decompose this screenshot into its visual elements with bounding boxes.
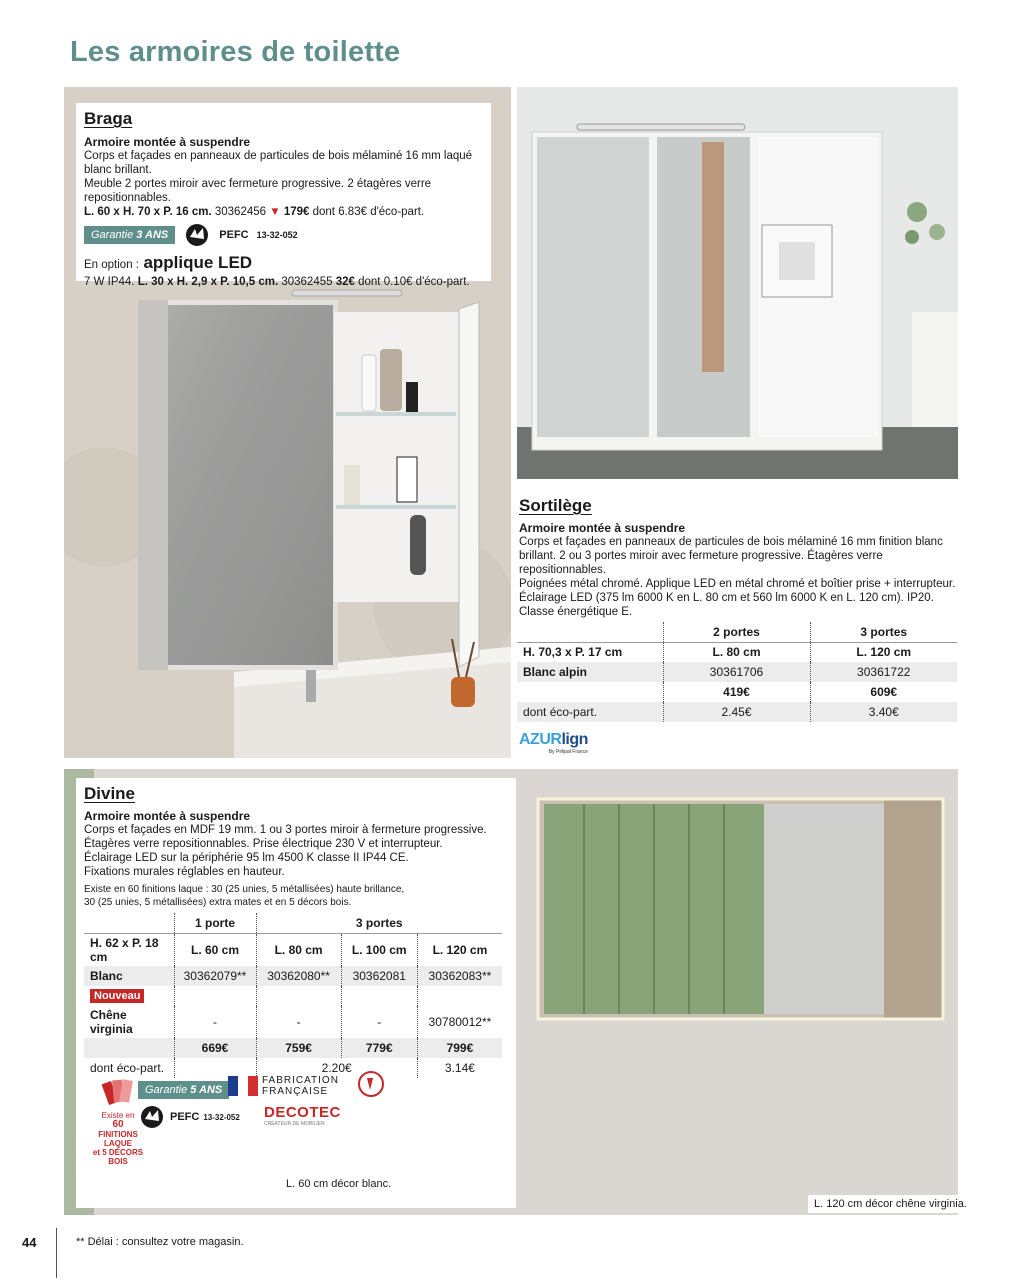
sortilege-desc-2: brillant. 2 ou 3 portes miroir avec fermeture progressive. Étagères verre repositionnables. [519, 550, 883, 576]
table-row [84, 1006, 502, 1038]
table-row [84, 913, 502, 933]
divine-finishes-1: Existe en 60 finitions laque : 30 (25 unies, 5 métallisées) haute brillance, [84, 884, 405, 895]
braga-option-eco-label: dont [358, 276, 381, 288]
sortilege-col1-price: 419€ [663, 682, 810, 702]
francaise-text: FRANÇAISE [262, 1086, 329, 1097]
braga-garantie-badge [84, 226, 175, 244]
decotec-logo [264, 1104, 341, 1127]
braga-desc-2: Meuble 2 portes miroir avec fermeture progressive. 2 étagères verre repositionnables. [84, 178, 432, 204]
sortilege-col2-width: L. 120 cm [810, 642, 957, 662]
sortilege-dims: H. 70,3 x P. 17 cm [517, 642, 663, 662]
page-title: Les armoires de toilette [70, 36, 401, 68]
braga-option-ref: 30362455 [281, 276, 333, 288]
divine-width-60: L. 60 cm [174, 933, 256, 966]
braga-pefc-code: 13-32-052 [256, 230, 298, 240]
finitions-line-2: 60 [112, 1119, 124, 1130]
divine-chene-ref-60: - [174, 1006, 256, 1038]
sortilege-photo [517, 87, 958, 479]
caption-small: L. 60 cm décor blanc. [286, 1178, 392, 1190]
table-row [517, 662, 957, 682]
footer-divider [56, 1228, 57, 1278]
divine-head-1porte: 1 porte [174, 913, 256, 933]
divine-chene-ref-80: - [256, 1006, 341, 1038]
divine-head-3portes: 3 portes [256, 913, 502, 933]
table-row [84, 966, 502, 986]
sortilege-col1-width: L. 80 cm [663, 642, 810, 662]
table-row [84, 933, 502, 966]
braga-desc-1: Corps et façades en panneaux de particules de bois mélaminé 16 mm laqué blanc brillant. [84, 150, 473, 176]
table-row [517, 682, 957, 702]
sortilege-col1-eco: 2.45€ [663, 702, 810, 722]
divine-chene-ref-120: 30780012** [417, 1006, 502, 1038]
braga-eco: 6.83€ d'éco-part. [338, 206, 425, 218]
sortilege-desc-5: Classe énergétique E. [519, 606, 633, 618]
divine-desc-1: Corps et façades en MDF 19 mm. 1 ou 3 portes miroir à fermeture progressive. [84, 824, 487, 836]
braga-option-row [84, 253, 483, 273]
fabrication-text: FABRICATION [262, 1075, 339, 1086]
table-row [517, 622, 957, 642]
divine-garantie-badge-wrap [138, 1080, 229, 1099]
sortilege-desc-4: Éclairage LED (375 lm 6000 K en L. 80 cm et 560 lm 6000 K en L. 120 cm). IP20. [519, 592, 934, 604]
divine-eco-mid: 2.20€ [256, 1058, 417, 1078]
footnote: ** Délai : consultez votre magasin. [76, 1236, 244, 1248]
garantie-prefix: Garantie [145, 1084, 188, 1096]
table-row [517, 642, 957, 662]
divine-price-80: 759€ [256, 1038, 341, 1058]
garantie-prefix: Garantie [91, 229, 134, 241]
divine-pefc-code: 13-32-052 [203, 1112, 240, 1122]
divine-finishes-2: 30 (25 unies, 5 métallisées) extra mates et en 5 décors bois. [84, 897, 352, 908]
finitions-line-5: et 5 DÉCORS [92, 1148, 144, 1157]
braga-name: Braga [84, 109, 133, 128]
ep-label-icon [358, 1070, 384, 1100]
color-swatch-icon [101, 1078, 135, 1106]
braga-eco-label: dont [312, 206, 336, 218]
divine-dims: H. 62 x P. 18 cm [84, 933, 174, 966]
price-down-icon: ▼ [269, 206, 281, 218]
table-row [517, 702, 957, 722]
sortilege-subtitle: Armoire montée à suspendre [519, 521, 686, 535]
divine-chene-label: Chêne virginia [90, 1007, 133, 1036]
sortilege-col2-price: 609€ [810, 682, 957, 702]
finitions-line-3: FINITIONS [98, 1130, 138, 1139]
braga-price: 179€ [283, 206, 310, 218]
braga-option-line [84, 275, 483, 289]
sortilege-col1-head: 2 portes [663, 622, 810, 642]
divine-blanc-ref-60: 30362079** [174, 966, 256, 986]
french-flag-icon [228, 1076, 258, 1096]
braga-info-box [76, 103, 491, 288]
sortilege-col1-ref: 30361706 [663, 662, 810, 682]
finitions-line-1: Existe en [101, 1111, 135, 1120]
divine-desc-3: Éclairage LED sur la périphérie 95 lm 4500 K classe II IP44 CE. [84, 852, 409, 864]
table-row [84, 1038, 502, 1058]
braga-ref: 30362456 [214, 206, 267, 218]
table-row [84, 986, 502, 1006]
divine-price-60: 669€ [174, 1038, 256, 1058]
azurlign-logo [519, 731, 588, 755]
braga-option-label: En option : [84, 259, 139, 271]
sortilege-col2-ref: 30361722 [810, 662, 957, 682]
sortilege-illustration [517, 87, 958, 479]
divine-garantie-badge [138, 1081, 229, 1099]
lign-text: lign [561, 731, 588, 748]
finitions-line-6: BOIS [108, 1157, 128, 1166]
braga-subtitle: Armoire montée à suspendre [84, 135, 251, 149]
braga-dims: L. 60 x H. 70 x P. 16 cm. [84, 206, 212, 218]
divine-subtitle: Armoire montée à suspendre [84, 809, 251, 823]
decotec-sub: CRÉATEUR DE MOBILIER [264, 1121, 325, 1127]
braga-option-name: applique LED [143, 253, 253, 272]
braga-pefc-name: PEFC [219, 229, 249, 241]
sortilege-col2-eco: 3.40€ [810, 702, 957, 722]
page-number: 44 [22, 1235, 37, 1250]
divine-pefc-logo [138, 1105, 240, 1129]
azur-text: AZUR [519, 731, 562, 748]
sortilege-desc-3: Poignées métal chromé. Applique LED en métal chromé et boîtier prise + interrupteur. [519, 578, 956, 590]
divine-width-80: L. 80 cm [256, 933, 341, 966]
sortilege-table [517, 622, 957, 722]
sortilege-desc-1: Corps et façades en panneaux de particules de bois mélaminé 16 mm finition blanc [519, 536, 943, 548]
braga-price-line [84, 205, 483, 219]
divine-blanc-label: Blanc [90, 968, 123, 983]
divine-desc-4: Fixations murales réglables en hauteur. [84, 866, 285, 878]
pefc-logo-icon [183, 223, 211, 247]
divine-blanc-ref-80: 30362080** [256, 966, 341, 986]
divine-info-box [76, 778, 516, 1208]
sortilege-finish: Blanc alpin [523, 665, 588, 679]
divine-desc-2: Étagères verre repositionnables. Prise électrique 230 V et interrupteur. [84, 838, 443, 850]
garantie-years: 5 ANS [190, 1084, 223, 1096]
azurlign-sub: By Pelipal France [548, 749, 588, 755]
caption-large: L. 120 cm décor chêne virginia. [808, 1195, 973, 1213]
divine-price-100: 779€ [341, 1038, 417, 1058]
divine-name: Divine [84, 784, 136, 803]
braga-option-price: 32€ [335, 276, 355, 288]
divine-blanc-ref-120: 30362083** [417, 966, 502, 986]
pefc-logo-icon [138, 1105, 166, 1129]
divine-chene-ref-100: - [341, 1006, 417, 1038]
sortilege-eco-label: dont éco-part. [523, 705, 598, 719]
sortilege-col2-head: 3 portes [810, 622, 957, 642]
fabrication-francaise-logo [228, 1075, 339, 1097]
divine-eco-label: dont éco-part. [90, 1060, 165, 1075]
divine-eco-right: 3.14€ [417, 1058, 502, 1078]
sortilege-name: Sortilège [519, 496, 592, 515]
nouveau-badge: Nouveau [90, 989, 144, 1003]
divine-blanc-ref-100: 30362081 [341, 966, 417, 986]
finitions-line-4: LAQUE [104, 1139, 132, 1148]
braga-option-specs: 7 W IP44. [84, 276, 135, 288]
braga-labels-row [84, 223, 483, 247]
divine-price-120: 799€ [417, 1038, 502, 1058]
garantie-years: 3 ANS [136, 229, 169, 241]
decotec-text: DECOTEC [264, 1104, 341, 1121]
divine-width-120: L. 120 cm [417, 933, 502, 966]
sortilege-info [519, 496, 959, 619]
divine-table [84, 913, 502, 1078]
braga-option-dims: L. 30 x H. 2,9 x P. 10,5 cm. [137, 276, 279, 288]
divine-pefc-name: PEFC [170, 1111, 200, 1123]
divine-width-100: L. 100 cm [341, 933, 417, 966]
braga-option-eco: 0.10€ d'éco-part. [383, 276, 470, 288]
